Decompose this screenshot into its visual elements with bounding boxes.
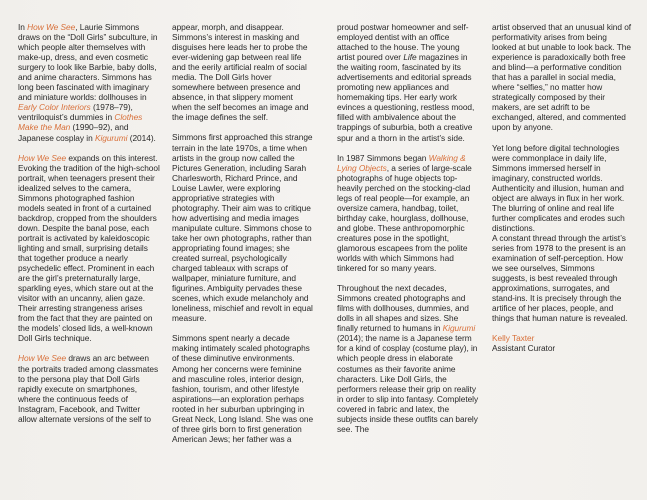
work-title: How We See (27, 22, 76, 32)
paragraph: appear, morph, and disappear. Simmons’s interest in masking and disguises here leads her to probe the ever-widening gap between real life and the eerily artificial realm of social media. The Doll Girls hover somewhere between presence and absence, in that slippery moment when the self becomes an image and the image defines the self. (172, 22, 309, 123)
work-title: Life (403, 52, 417, 63)
paragraph: How We See expands on this interest. Evoking the tradition of the high-school portrait, when teenagers present their idealized selves to the camera, Simmons photographed fashion models seated in front of a curtained backdrop, cropped from the shoulders down. Despite the banal pose, each portrait is activated by kaleidoscopic lighting and small, surprising details that together produce a nearly psychedelic effect. Prominent in each are the girl’s preternaturally large, sparkling eyes, which stare out at the visitor with an uncanny, alien gaze. Their arresting strangeness arises from the fact that they are painted on the models’ closed lids, a well-known Doll Girls technique. (18, 152, 160, 344)
paragraph: artist observed that an unusual kind of performativity arises from being looked at but unable to look back. The experience is paradoxically both free and blind—a performative condition that has a parallel in social media, where “selfies,” no matter how strategically composed by their makers, are set adrift to be exchanged, altered, and commented upon by anyone. (492, 22, 632, 133)
text-column-1 (18, 22, 160, 434)
work-title: How We See (18, 152, 67, 163)
work-title: How We See (18, 353, 67, 364)
paragraph: Simmons spent nearly a decade making intimately scaled photographs of these diminutive environments. Among her concerns were feminine and masculine roles, interior design, fashion, tourism, and other lifestyle aspirations—an exploration perhaps rooted in her suburban upbringing in Great Neck, Long Island. She was one of three girls born to first generation American Jews; her father was a (172, 333, 314, 444)
text-column-3 (337, 22, 479, 444)
work-title: Kigurumi (94, 132, 128, 143)
author-name: Kelly Taxter (492, 333, 535, 344)
paragraph: A constant thread through the artist’s series from 1978 to the present is an examination of self-perception. How we see ourselves, Simmons suggests, is best revealed through approximations, surrogates, and stand-ins. It is precisely through the artifice of her places, people, and things that human nature is revealed. (492, 232, 628, 324)
work-title: Clothes Make the Man (18, 112, 143, 133)
author-signature (492, 333, 632, 353)
work-title: Kigurumi (442, 323, 476, 334)
paragraph: In 1987 Simmons began Walking & Lying Objects, a series of large-scale photographs of huge objects top-heavily perched on the stocking-clad legs of real people—for example, an oversize camera, handbag, toilet, birthday cake, hourglass, dollhouse, and globe. These anthropomorphic creatures pose in the spotlight, glamorous escapees from the polite worlds with which Simmons had tinkered for so many years. (337, 152, 472, 274)
work-title: Walking & Lying Objects (337, 152, 466, 173)
paragraph: Yet long before digital technologies were commonplace in daily life, Simmons immersed herself in imaginary, constructed worlds. Authenticity and illusion, human and object are always in flux in her work. The blurring of online and real life further complicates and erodes such distinctions. (492, 142, 625, 233)
text-column-4 (492, 22, 632, 353)
paragraph: How We See draws an arc between the portraits traded among classmates to the persona play that Doll Girls rapidly execute on smartphones, where the continuous feeds of Instagram, Facebook, and Twitter allow alternate versions of the self to (18, 353, 159, 424)
text-column-2 (172, 22, 314, 454)
author-title: Assistant Curator (492, 343, 556, 354)
paragraph: In How We See, Laurie Simmons draws on the “Doll Girls” subculture, in which people alter themselves with make-up, dress, and even cosmetic surgery to look like Barbie, baby dolls, and anime characters. Simmons has long been fascinated with imaginary and miniature worlds: dollhouses in Early Color Interiors (1978–79), ventriloquist’s dummies in Clothes Make the Man (1990–92), and Japanese cosplay in Kigurumi (2014). (18, 22, 158, 143)
paragraph: Throughout the next decades, Simmons created photographs and films with dollhouses, dummies, and dolls in all shapes and sizes. She finally returned to humans in Kigurumi (2014); the name is a Japanese term for a kind of cosplay (costume play), in which people dress in elaborate costumes as their favorite anime characters. Like Doll Girls, the performers release their grip on reality in order to slip into fantasy. Completely covered in fabric and latex, the subjects inside these outfits can barely see. The (337, 283, 479, 434)
work-title: Early Color Interiors (18, 102, 91, 113)
paragraph: Simmons first approached this strange terrain in the late 1970s, a time when artists in the group now called the Pictures Generation, including Sarah Charlesworth, Richard Prince, and Louise Lawler, were exploring appropriative strategies with photography. Their aim was to critique how advertising and media images manipulate culture. Simmons chose to take her own photographs, rather than appropriating found images; she created surreal, psychologically charged tableaux with scraps of wallpaper, miniature furniture, and figurines. Ambiguity pervades these scenes, which exude melancholy and loneliness, mischief and revolt in equal measure. (172, 132, 313, 324)
paragraph: proud postwar homeowner and self-employed dentist with an office attached to the house. The young artist poured over Life magazines in the waiting room, fascinated by its advertisements and editorial spreads promoting new appliances and homemaking tips. Her early work evinces a questioning, restless mood, filled with ambivalence about the trappings of suburbia, both a creative spur and a thorn in the artist’s side. (337, 22, 475, 143)
